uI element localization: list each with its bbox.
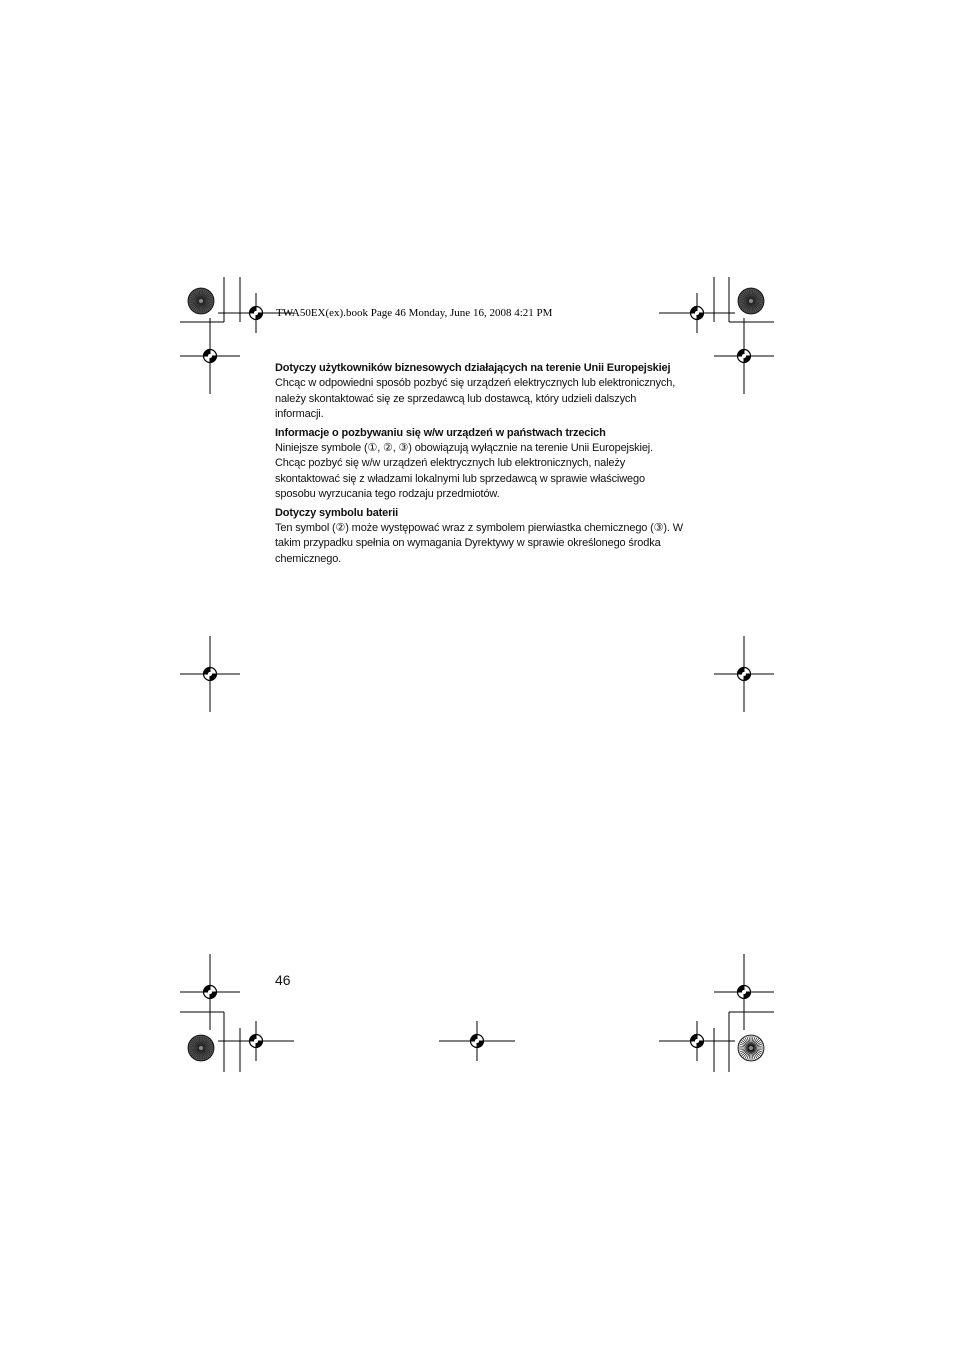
registration-center: [208, 990, 212, 994]
section-heading: Dotyczy symbolu baterii: [275, 506, 399, 519]
registration-center: [742, 990, 746, 994]
section-heading: Informacje o pozbywaniu się w/w urządzeń w państwach trzecich: [275, 426, 606, 439]
registration-center: [475, 1039, 479, 1043]
registration-center: [695, 1039, 699, 1043]
registration-center: [254, 1039, 258, 1043]
registration-center: [254, 311, 258, 315]
section-text: Chcąc w odpowiedni sposób pozbyć się urządzeń elektrycznych lub elektronicznych, należy skontaktować się ze sprzedawcą lub dostawcą, który udzieli dalszych informacji.: [275, 377, 676, 421]
registration-center: [742, 354, 746, 358]
starburst-center: [199, 1046, 203, 1050]
section-text: Ten symbol (②) może występować wraz z symbolem pierwiastka chemicznego (③). W takim przypadku spełnia on wymagania Dyrektywy w sprawie określonego środka chemicznego.: [275, 522, 683, 565]
section-third-countries: [275, 426, 685, 503]
starburst-center: [749, 299, 753, 303]
registration-center: [695, 311, 699, 315]
registration-center: [208, 672, 212, 676]
section-battery-symbol: [275, 506, 685, 568]
file-info-header: TWA50EX(ex).book Page 46 Monday, June 16, 2008 4:21 PM: [276, 307, 553, 319]
starburst-center: [749, 1046, 753, 1050]
section-heading: Dotyczy użytkowników biznesowych działających na terenie Unii Europejskiej: [275, 362, 671, 374]
section-text: Niniejsze symbole (①, ②, ③) obowiązują wyłącznie na terenie Unii Europejskiej. Chcąc pozbyć się w/w urządzeń elektrycznych lub elektronicznych, należy skontaktować się z władzami lokalnymi lub sprzedawcą w sprawie właściwego sposobu wyrzucania tego rodzaju przedmiotów.: [275, 442, 653, 501]
document-body: [275, 361, 685, 570]
section-business-users: [275, 361, 685, 423]
registration-center: [742, 672, 746, 676]
registration-center: [208, 354, 212, 358]
page-number: 46: [275, 972, 291, 988]
starburst-center: [199, 299, 203, 303]
